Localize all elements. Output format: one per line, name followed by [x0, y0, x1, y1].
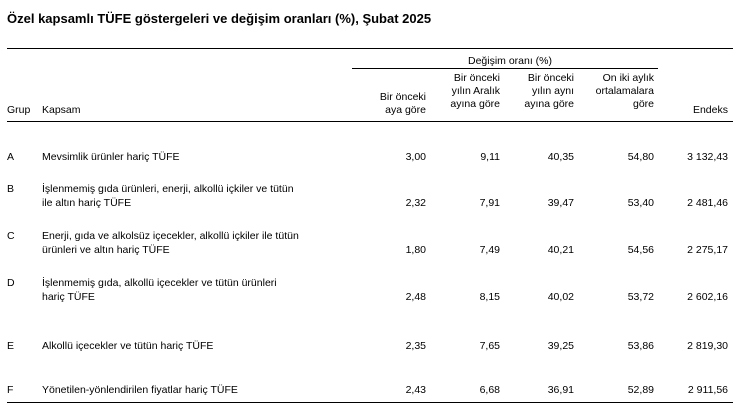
row-value-v4: 53,72	[627, 291, 654, 303]
row-value-v2: 7,65	[479, 340, 500, 352]
row-value-v3: 39,25	[547, 340, 574, 352]
change-rate-group-header: Değişim oranı (%)	[467, 55, 553, 67]
row-value-v5: 2 819,30	[687, 340, 728, 352]
row-group-code: F	[7, 384, 14, 396]
header-index: Endeks	[692, 104, 728, 116]
row-value-v3: 36,91	[547, 384, 574, 396]
row-value-v1: 2,35	[405, 340, 426, 352]
row-scope-description: Mevsimlik ürünler hariç TÜFE	[42, 151, 180, 163]
row-value-v4: 53,40	[627, 197, 654, 209]
row-value-v5: 2 275,17	[687, 244, 728, 256]
row-value-v5: 2 911,56	[687, 384, 728, 396]
row-value-v4: 54,56	[627, 244, 654, 256]
row-group-code: D	[7, 277, 15, 289]
header-prev-december: Bir önceki yılın Aralık ayına göre	[450, 72, 500, 110]
row-value-v1: 2,32	[405, 197, 426, 209]
row-scope-description: İşlenmemiş gıda, alkollü içecekler ve tütün ürünleri hariç TÜFE	[42, 277, 277, 303]
row-group-code: A	[7, 151, 15, 163]
row-value-v1: 2,48	[405, 291, 426, 303]
row-value-v1: 2,43	[405, 384, 426, 396]
top-rule	[7, 48, 733, 49]
row-value-v2: 8,15	[479, 291, 500, 303]
row-value-v3: 40,21	[547, 244, 574, 256]
row-value-v5: 2 481,46	[687, 197, 728, 209]
row-scope-description: Alkollü içecekler ve tütün hariç TÜFE	[42, 340, 214, 352]
header-kapsam: Kapsam	[42, 104, 81, 116]
row-value-v2: 7,91	[479, 197, 500, 209]
row-value-v1: 1,80	[405, 244, 426, 256]
row-value-v1: 3,00	[405, 151, 426, 163]
row-value-v5: 2 602,16	[687, 291, 728, 303]
row-group-code: B	[7, 183, 15, 195]
header-twelve-month-avg: On iki aylık ortalamalara göre	[595, 72, 654, 110]
row-value-v3: 40,02	[547, 291, 574, 303]
row-value-v2: 9,11	[480, 151, 500, 163]
row-value-v5: 3 132,43	[687, 151, 728, 163]
row-value-v2: 7,49	[479, 244, 500, 256]
row-scope-description: Yönetilen-yönlendirilen fiyatlar hariç TÜFE	[42, 384, 238, 396]
row-scope-description: Enerji, gıda ve alkolsüz içecekler, alkollü içkiler ile tütün ürünleri ve altın hariç TÜFE	[42, 230, 299, 256]
row-group-code: C	[7, 230, 15, 242]
row-value-v2: 6,68	[479, 384, 500, 396]
page-title: Özel kapsamlı TÜFE göstergeleri ve değişim oranları (%), Şubat 2025	[7, 11, 432, 26]
row-value-v4: 54,80	[627, 151, 654, 163]
row-scope-description: İşlenmemiş gıda ürünleri, enerji, alkollü içkiler ve tütün ile altın hariç TÜFE	[42, 183, 294, 209]
group-header-underline	[352, 68, 658, 69]
row-value-v3: 39,47	[547, 197, 574, 209]
header-prev-month: Bir önceki aya göre	[379, 91, 426, 116]
header-bottom-rule	[7, 121, 733, 122]
row-value-v4: 52,89	[627, 384, 654, 396]
header-prev-year-same-month: Bir önceki yılın aynı ayına göre	[524, 72, 574, 110]
row-value-v3: 40,35	[547, 151, 574, 163]
header-grup: Grup	[7, 104, 31, 116]
row-group-code: E	[7, 340, 15, 352]
row-value-v4: 53,86	[627, 340, 654, 352]
bottom-rule	[7, 402, 733, 403]
